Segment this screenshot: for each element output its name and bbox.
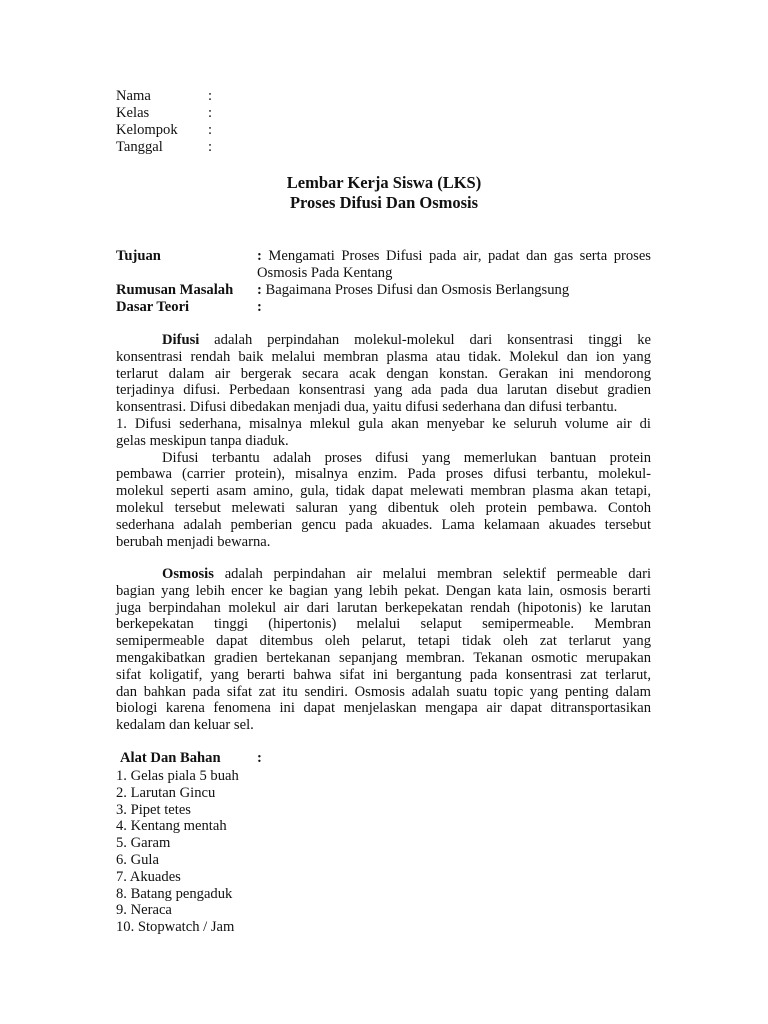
osmosis-line: mengakibatkan gradien bertekanan sepanjang membran. Tekanan osmotic merupakan (116, 649, 651, 666)
worksheet-subtitle: Proses Difusi Dan Osmosis (289, 193, 479, 212)
list-item: 6. Gula (116, 851, 159, 868)
difusi-line: konsentrasi. Difusi dibedakan menjadi dua, yaitu difusi sederhana dan difusi terbantu. (116, 399, 618, 416)
dasar-teori-colon: : (257, 299, 262, 315)
dasar-teori-label: Dasar Teori (116, 299, 190, 315)
list-item: 4. Kentang mentah (116, 818, 227, 835)
osmosis-line: bagian yang lebih encer ke bagian yang lebih pekat. Dengan kata lain, osmosis berarti (116, 582, 651, 599)
rumusan-text: Bagaimana Proses Difusi dan Osmosis Berlangsung (265, 282, 570, 298)
rumusan-label: Rumusan Masalah (116, 282, 234, 298)
list-item: 2. Larutan Gincu (116, 784, 216, 801)
difusi-line: terlarut dalam air bergerak secara acak dengan konstan. Gerakan ini mendorong (116, 365, 651, 382)
tujuan-text-line2: Osmosis Pada Kentang (257, 264, 393, 281)
osmosis-line: juga berpindahan molekul air dari larutan berkepekatan rendah (hipotonis) ke larutan (116, 599, 651, 616)
difusi-line: 1. Difusi sederhana, misalnya mlekul gula akan menyebar ke seluruh volume air di (116, 415, 651, 432)
kelas-label: Kelas (116, 105, 150, 121)
kelas-colon: : (208, 105, 213, 121)
osmosis-line: adalah perpindahan air melalui membran selektif permeable dari (224, 566, 651, 582)
alat-bahan-colon: : (257, 750, 262, 766)
difusi-paragraph (116, 332, 651, 550)
difusi-line: pembawa (carrier protein), misalnya enzim. Pada proses difusi terbantu, molekul- (116, 466, 651, 483)
rumusan-value (257, 282, 651, 299)
rumusan-colon: : (257, 282, 262, 298)
nama-label: Nama (116, 88, 151, 104)
difusi-line: konsentrasi rendah baik melalui membran plasma atau tidak. Molekul dan ion yang (116, 348, 651, 365)
tujuan-value (257, 248, 651, 282)
difusi-term: Difusi (162, 332, 200, 348)
alat-bahan-label: Alat Dan Bahan (120, 750, 221, 766)
difusi-line: molekul seperti asam amino, gula, tidak dapat melewati membran plasma akan tetapi, (116, 483, 651, 500)
tanggal-label: Tanggal (116, 139, 163, 155)
osmosis-line: semipermeable dapat ditembus oleh pelarut, tetapi tidak oleh zat terlarut yang (116, 633, 651, 650)
list-item: 8. Batang pengaduk (116, 885, 233, 902)
tujuan-label: Tujuan (116, 248, 161, 264)
list-item: 9. Neraca (116, 902, 172, 919)
kelompok-colon: : (208, 122, 213, 138)
osmosis-line: biologi karena fenomena ini dapat menjelaskan mengapa air dapat ditransportasikan (116, 700, 651, 717)
osmosis-paragraph (116, 566, 651, 734)
difusi-line: Difusi terbantu adalah proses difusi yang memerlukan bantuan protein (162, 449, 651, 466)
worksheet-title: Lembar Kerja Siswa (LKS) (286, 173, 482, 192)
nama-colon: : (208, 88, 213, 104)
list-item: 1. Gelas piala 5 buah (116, 768, 239, 784)
dasar-teori-value (257, 299, 651, 316)
tanggal-colon: : (208, 139, 213, 155)
difusi-line: gelas meskipun tanpa diaduk. (116, 432, 289, 449)
difusi-line: sederhana adalah pemberian gencu pada akuades. Lama kelamaan akuades tersebut (116, 516, 651, 533)
kelompok-label: Kelompok (116, 122, 178, 138)
list-item: 3. Pipet tetes (116, 801, 191, 818)
list-item: 10. Stopwatch / Jam (116, 919, 235, 936)
list-item: 5. Garam (116, 835, 171, 852)
osmosis-line: dan bahkan pada sifat zat itu sendiri. Osmosis adalah suatu topic yang penting dalam (116, 683, 651, 700)
difusi-line: terjadinya difusi. Perbedaan konsentrasi yang ada pada dua larutan disebut gradien (116, 382, 651, 399)
osmosis-line: berkepekatan tinggi (hipertonis) melalui selaput semipermeable. Membran (116, 616, 651, 633)
alat-bahan-list (116, 768, 239, 936)
osmosis-line: sifat koligatif, yang berarti bahwa sifat ini bergantung pada konsentrasi zat terlarut, (116, 666, 651, 683)
tujuan-text-line1: Mengamati Proses Difusi pada air, padat dan gas serta proses (268, 248, 651, 264)
osmosis-term: Osmosis (162, 566, 214, 582)
difusi-line: molekul tersebut melewati saluran yang dibentuk oleh protein pembawa. Contoh (116, 499, 651, 516)
difusi-line: berubah menjadi bewarna. (116, 533, 271, 550)
difusi-line: adalah perpindahan molekul-molekul dari konsentrasi tinggi ke (214, 332, 651, 348)
osmosis-line: kedalam dan keluar sel. (116, 717, 254, 734)
list-item: 7. Akuades (116, 868, 181, 885)
tujuan-colon: : (257, 248, 262, 264)
